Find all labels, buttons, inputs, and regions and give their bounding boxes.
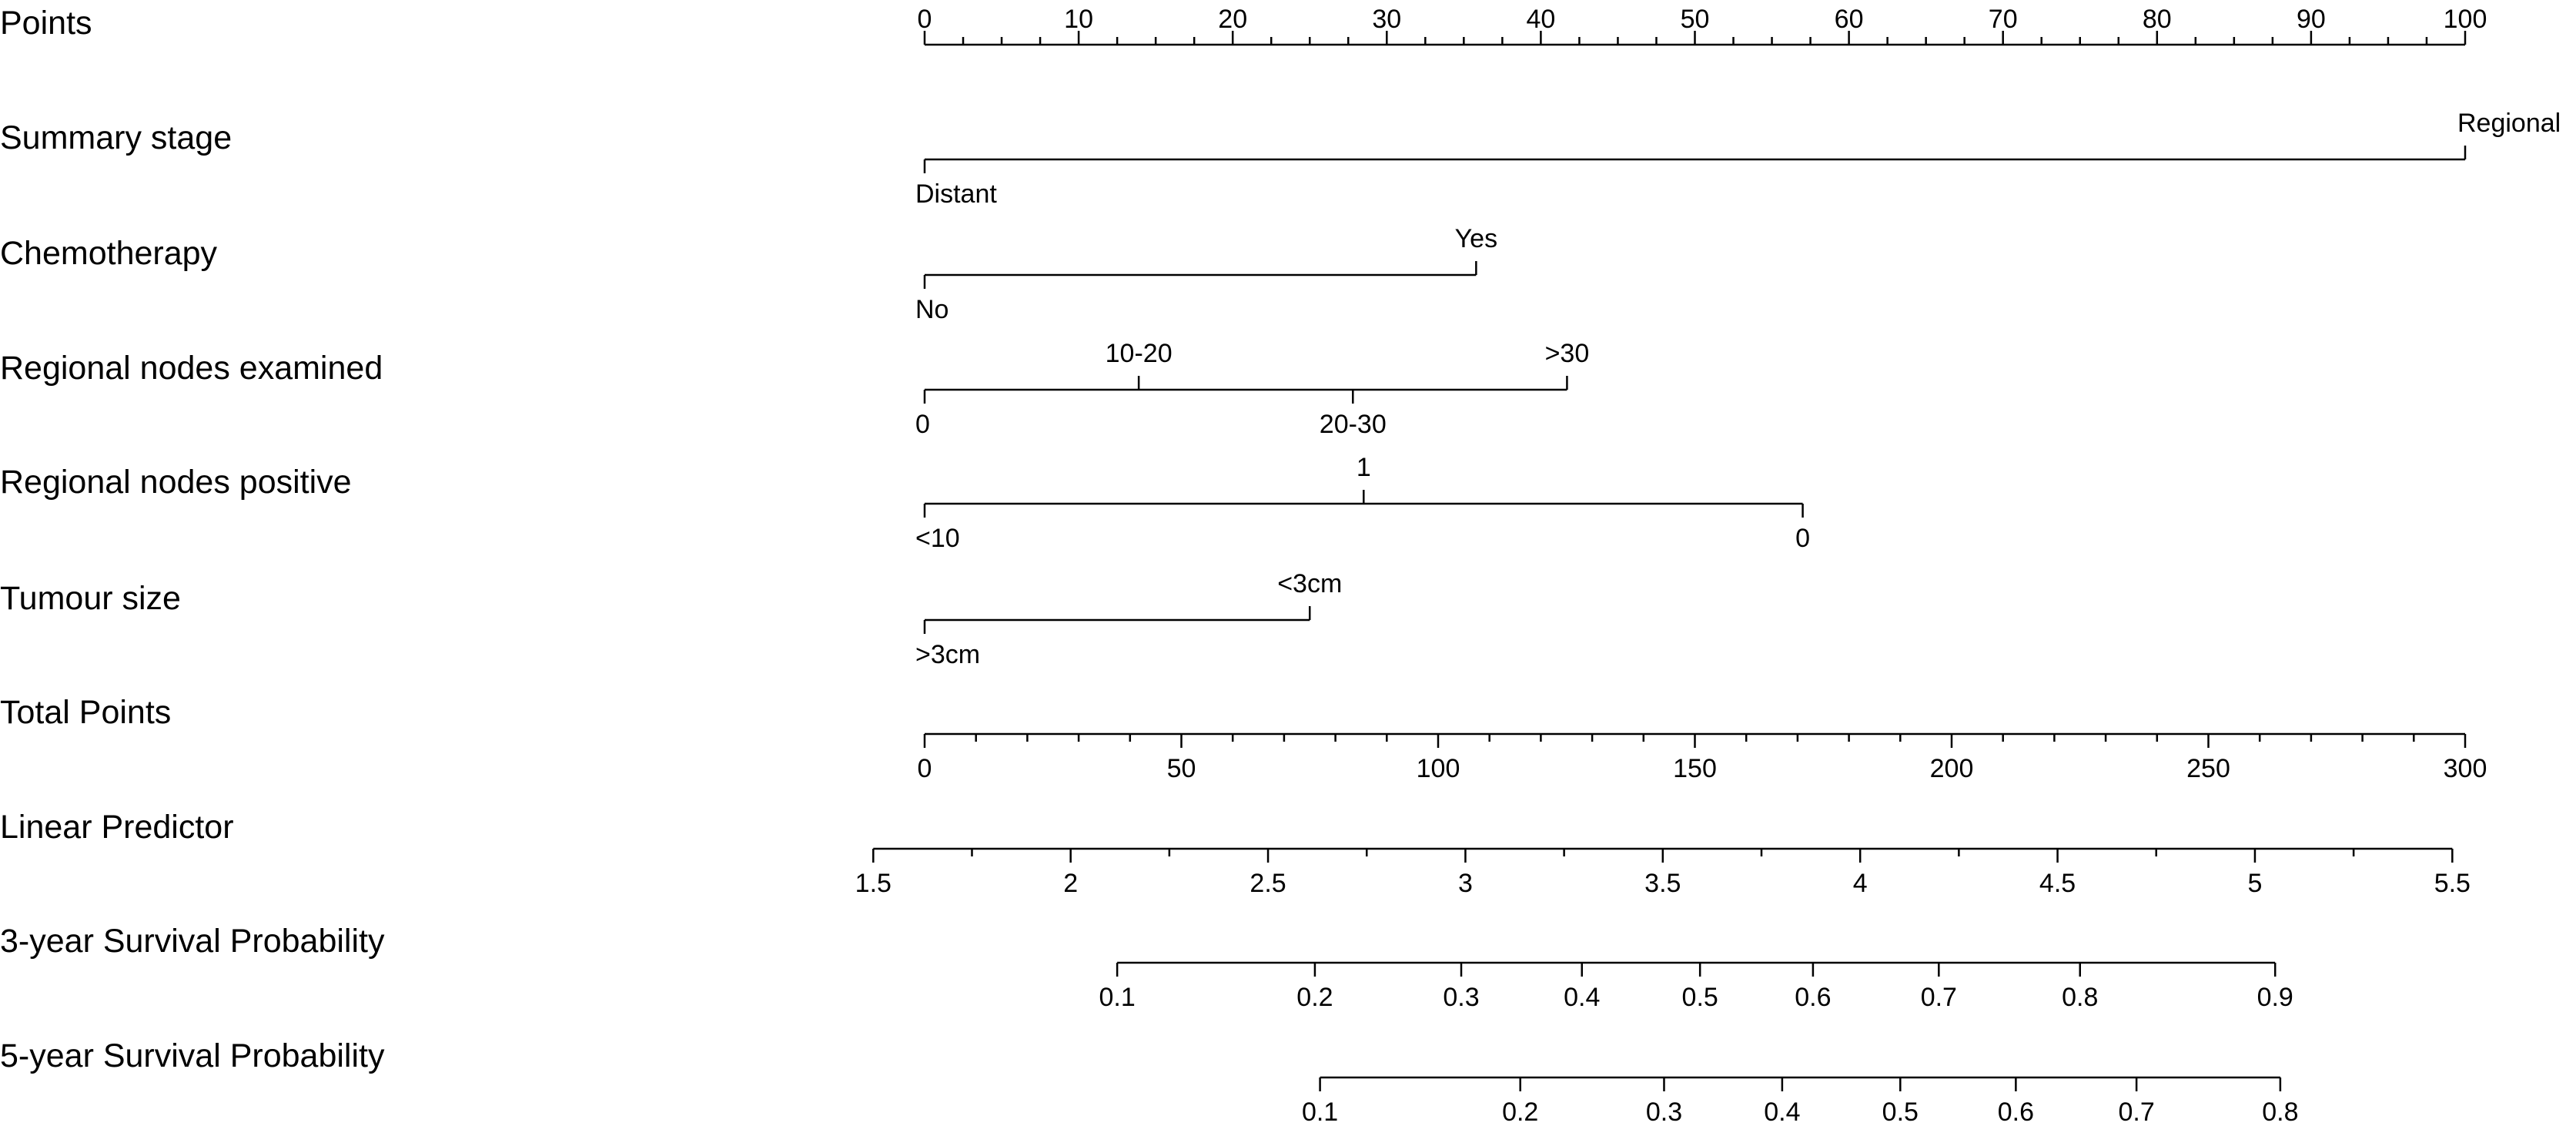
prob-tick-label: 0.4 — [1564, 983, 1601, 1012]
prob-tick-label: 0.5 — [1681, 983, 1718, 1012]
tick-label: 50 — [1680, 5, 1710, 34]
level-label: >30 — [1544, 339, 1590, 368]
row-5-year-survival-probability — [1302, 1077, 2299, 1126]
tick-label: 150 — [1673, 754, 1717, 783]
row-title-5-year-survival-probability: 5-year Survival Probability — [0, 1037, 385, 1074]
row-title-points: Points — [0, 5, 92, 42]
tick-label: 0 — [917, 5, 932, 34]
tick-label: 5 — [2247, 869, 2263, 898]
prob-tick-label: 0.2 — [1502, 1098, 1539, 1126]
prob-tick-label: 0.7 — [2118, 1098, 2155, 1126]
row-chemotherapy — [915, 224, 1497, 324]
tick-label: 3.5 — [1644, 869, 1681, 898]
level-label: 0 — [1795, 524, 1811, 553]
prob-tick-label: 0.1 — [1099, 983, 1136, 1012]
tick-label: 80 — [2142, 5, 2172, 34]
level-label: Distant — [915, 179, 997, 209]
row-title-chemotherapy: Chemotherapy — [0, 235, 218, 272]
tick-label: 90 — [2296, 5, 2326, 34]
row-title-total-points: Total Points — [0, 694, 172, 731]
tick-label: 3 — [1457, 869, 1473, 898]
tick-label: 30 — [1372, 5, 1402, 34]
level-label: Yes — [1454, 224, 1498, 253]
tick-label: 300 — [2443, 754, 2487, 783]
prob-tick-label: 0.9 — [2257, 983, 2293, 1012]
prob-tick-label: 0.6 — [1795, 983, 1832, 1012]
prob-tick-label: 0.6 — [1997, 1098, 2035, 1126]
tick-label: 10 — [1064, 5, 1094, 34]
level-label: >3cm — [915, 640, 981, 669]
tick-label: 4 — [1852, 869, 1868, 898]
prob-tick-label: 0.2 — [1296, 983, 1333, 1012]
tick-label: 4.5 — [2039, 869, 2076, 898]
row-summary-stage — [915, 109, 2561, 209]
row-title-regional-nodes-examined: Regional nodes examined — [0, 350, 383, 387]
row-title-summary-stage: Summary stage — [0, 119, 233, 156]
tick-label: 60 — [1834, 5, 1864, 34]
prob-tick-label: 0.5 — [1882, 1098, 1919, 1126]
prob-tick-label: 0.8 — [2262, 1098, 2299, 1126]
level-label: 10-20 — [1105, 339, 1173, 368]
tick-label: 250 — [2186, 754, 2230, 783]
tick-label: 40 — [1526, 5, 1556, 34]
row-axes — [855, 5, 2561, 1126]
row-regional-nodes-examined — [915, 339, 1589, 439]
row-regional-nodes-positive — [915, 453, 1810, 553]
level-label: 0 — [915, 410, 930, 439]
tick-label: 20 — [1218, 5, 1248, 34]
prob-tick-label: 0.3 — [1645, 1098, 1683, 1126]
tick-label: 200 — [1929, 754, 1974, 783]
prob-tick-label: 0.3 — [1443, 983, 1480, 1012]
row-linear-predictor — [855, 849, 2471, 898]
row-title-tumour-size: Tumour size — [0, 580, 181, 617]
row-tumour-size — [915, 569, 1342, 669]
row-title-3-year-survival-probability: 3-year Survival Probability — [0, 923, 385, 960]
level-label: 1 — [1356, 453, 1371, 482]
tick-label: 2.5 — [1250, 869, 1286, 898]
tick-label: 100 — [2443, 5, 2487, 34]
level-label: Regional — [2457, 109, 2561, 138]
level-label: <3cm — [1277, 569, 1343, 598]
row-points — [918, 5, 2487, 45]
row-3-year-survival-probability — [1099, 963, 2293, 1012]
prob-tick-label: 0.1 — [1301, 1098, 1339, 1126]
tick-label: 0 — [917, 754, 932, 783]
tick-label: 50 — [1166, 754, 1196, 783]
tick-label: 100 — [1416, 754, 1460, 783]
tick-label: 5.5 — [2434, 869, 2471, 898]
prob-tick-label: 0.8 — [2062, 983, 2099, 1012]
tick-label: 70 — [1988, 5, 2018, 34]
row-labels — [0, 5, 385, 1074]
level-label: No — [915, 295, 949, 324]
level-label: <10 — [915, 524, 960, 553]
prob-tick-label: 0.4 — [1764, 1098, 1801, 1126]
tick-label: 2 — [1063, 869, 1079, 898]
row-title-regional-nodes-positive: Regional nodes positive — [0, 464, 352, 501]
row-total-points — [918, 734, 2487, 783]
tick-label: 1.5 — [855, 869, 892, 898]
row-title-linear-predictor: Linear Predictor — [0, 809, 234, 846]
prob-tick-label: 0.7 — [1920, 983, 1957, 1012]
level-label: 20-30 — [1319, 410, 1387, 439]
